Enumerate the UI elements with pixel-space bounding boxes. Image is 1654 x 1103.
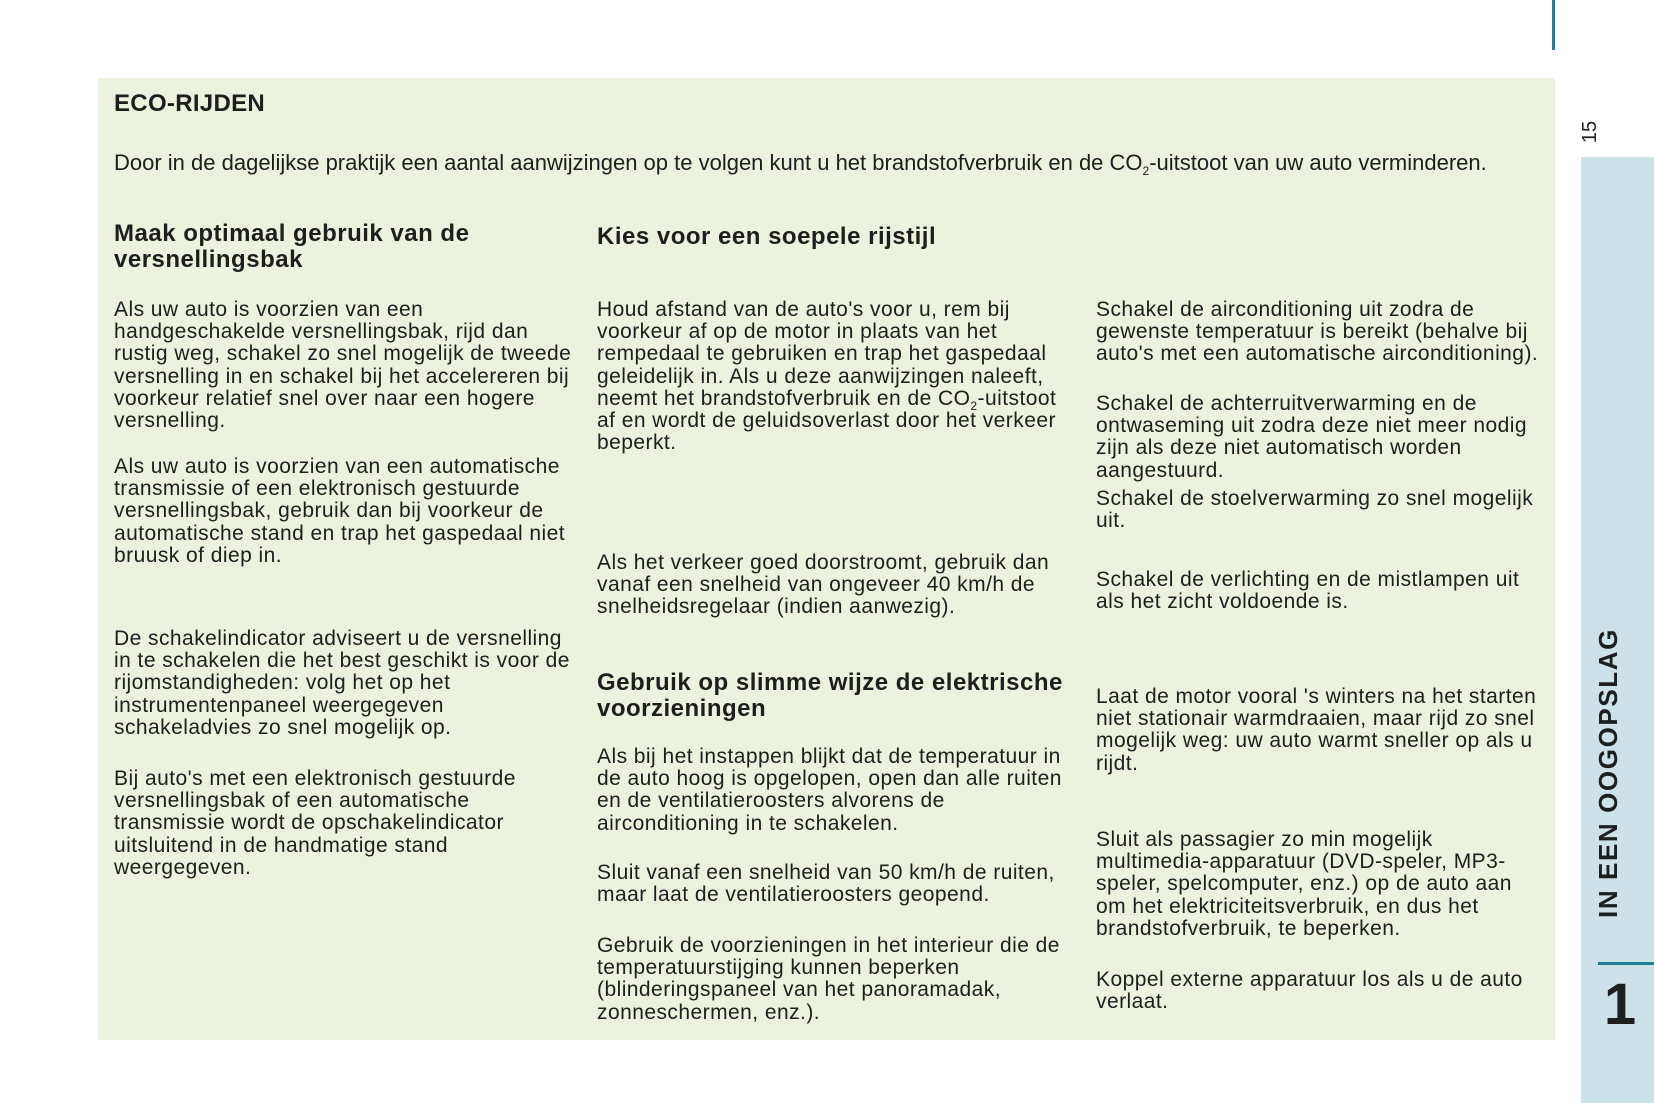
paragraph-shift-indicator-auto: Bij auto's met een elektronisch gestuurde versnellingsbak of een automatische transmissie wordt de opschakelindicator uitsluitend in de handmatige stand weergegeven. (114, 767, 516, 879)
paragraph-multimedia: Sluit als passagier zo min mogelijk multimedia-apparatuur (DVD-speler, MP3-speler, spelcomputer, enz.) op de auto aan om het elektriciteitsverbruik, en dus het brandstofverbruik, te beperken. (1096, 828, 1512, 940)
paragraph-automatic-gearbox: Als uw auto is voorzien van een automatische transmissie of een elektronisch gestuurde versnellingsbak, gebruik dan bij voorkeur de automatische stand en trap het gaspedaal niet bruusk of diep in. (114, 455, 566, 567)
heading-smooth-driving: Kies voor een soepele rijstijl (597, 223, 937, 250)
paragraph-cruise-control: Als het verkeer goed doorstroomt, gebruik dan vanaf een snelheid van ongeveer 40 km/h de snelheidsregelaar (indien aanwezig). (597, 551, 1050, 619)
page-number: 15 (1579, 120, 1601, 144)
paragraph-seat-heating: Schakel de stoelverwarming zo snel mogelijk uit. (1096, 487, 1534, 533)
paragraph-interior-shading: Gebruik de voorzieningen in het interieur die de temperatuurstijging kunnen beperken (blinderingspaneel van het panoramadak, zonneschermen, enz.). (597, 934, 1060, 1024)
paragraph-rear-heating: Schakel de achterruitverwarming en de ontwaseming uit zodra deze niet meer nodig zijn als deze niet automatisch worden aangestuurd. (1096, 392, 1527, 482)
paragraph-airco-off: Schakel de airconditioning uit zodra de gewenste temperatuur is bereikt (behalve bij auto's met een automatische airconditioning). (1096, 298, 1539, 366)
paragraph-warm-up: Laat de motor vooral 's winters na het starten niet stationair warmdraaien, maar rijd zo snel mogelijk weg: uw auto warmt sneller op als u rijdt. (1096, 685, 1537, 775)
chapter-number: 1 (1603, 972, 1637, 1037)
paragraph-ventilation: Als bij het instappen blijkt dat de temperatuur in de auto hoog is opgelopen, open dan alle ruiten en de ventilatieroosters alvorens de airconditioning in te schakelen. (597, 745, 1062, 835)
paragraph-lights: Schakel de verlichting en de mistlampen uit als het zicht voldoende is. (1096, 568, 1520, 614)
heading-electrical: Gebruik op slimme wijze de elektrische voorzieningen (597, 669, 1063, 722)
paragraph-distance: Houd afstand van de auto's voor u, rem bij voorkeur af op de motor in plaats van het rempedaal te gebruiken en trap het gaspedaal geleidelijk in. Als u deze aanwijzingen naleeft, neemt het brandstofverbruik en de $CO_2$-uitstoot af en wordt de geluidsoverlast door het verkeer beperkt. (597, 298, 1057, 455)
heading-gearbox: Maak optimaal gebruik van de versnellingsbak (114, 220, 470, 273)
chapter-title: IN EEN OOGOPSLAG (1593, 628, 1623, 918)
paragraph-disconnect: Koppel externe apparatuur los als u de auto verlaat. (1096, 968, 1523, 1014)
paragraph-shift-indicator: De schakelindicator adviseert u de versnelling in te schakelen die het best geschikt is voor de rijomstandigheden: volg het op het instrumentenpaneel weergegeven schakeladvies zo snel mogelijk op. (114, 627, 570, 739)
chapter-divider (1598, 962, 1654, 965)
intro-text: Door in de dagelijkse praktijk een aantal aanwijzingen op te volgen kunt u het brandstofverbruik en de $CO_2$-uitstoot van uw auto verminderen. (114, 150, 1487, 178)
paragraph-windows: Sluit vanaf een snelheid van 50 km/h de ruiten, maar laat de ventilatieroosters geopend. (597, 861, 1055, 907)
section-title: ECO-RIJDEN (114, 90, 266, 117)
paragraph-manual-gearbox: Als uw auto is voorzien van een handgeschakelde versnellingsbak, rijd dan rustig weg, schakel zo snel mogelijk de tweede versnelling in en schakel bij het accelereren bij voorkeur relatief snel over naar een hogere versnelling. (114, 298, 572, 433)
top-accent-rule (1552, 0, 1555, 50)
